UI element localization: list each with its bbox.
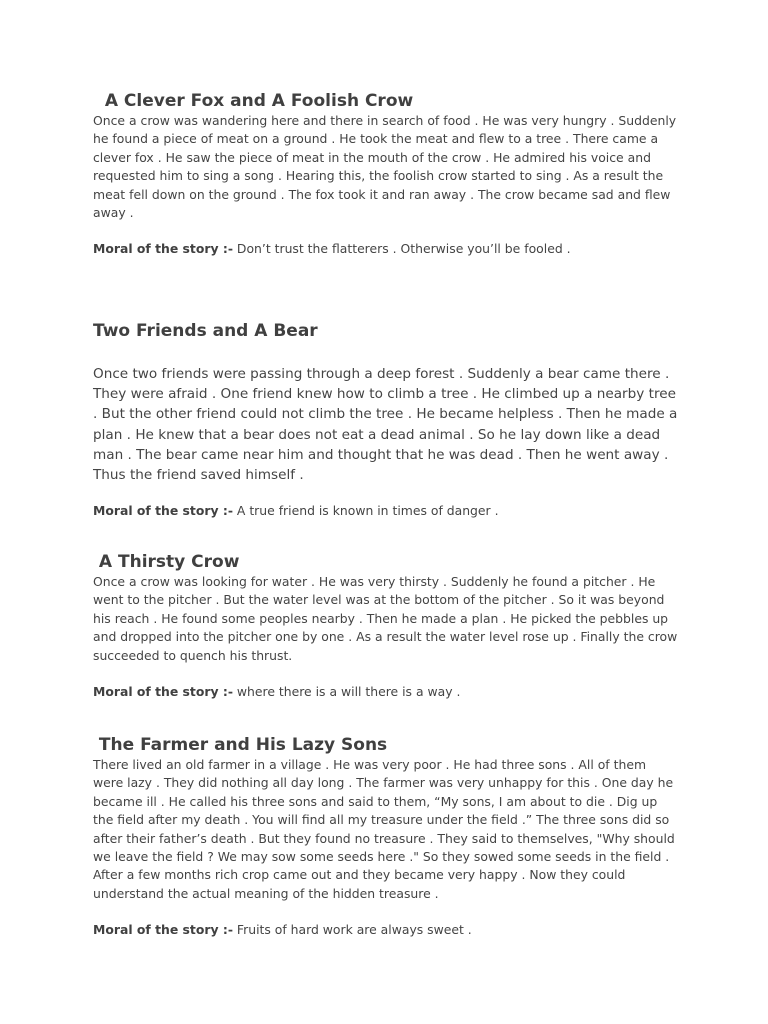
story-farmer-lazy-sons bbox=[93, 734, 680, 939]
moral-text: A true friend is known in times of danger . bbox=[232, 503, 499, 519]
moral-label: Moral of the story :- bbox=[93, 684, 233, 700]
story-two-friends bbox=[93, 320, 680, 520]
story-title: A Thirsty Crow bbox=[93, 552, 240, 572]
story-moral bbox=[93, 502, 680, 520]
story-body: There lived an old farmer in a village . He was very poor . He had three sons . All of them were lazy . They did nothing all day long . The farmer was very unhappy for this . One day he became ill . He called his three sons and said to them, “My sons, I am about to die . Dig up the field after my death . You will find all my treasure under the field .” The three sons did so after their father’s death . But they found no treasure . They said to themselves, "Why should we leave the field ? We may sow some seeds here ." So they sowed some seeds in the field . After a few months rich crop came out and they became very happy . Now they could understand the actual meaning of the hidden treasure . bbox=[93, 757, 675, 901]
story-moral bbox=[93, 240, 680, 258]
moral-label: Moral of the story :- bbox=[93, 241, 233, 257]
story-clever-fox bbox=[93, 90, 680, 258]
story-title: A Clever Fox and A Foolish Crow bbox=[93, 91, 414, 111]
moral-text: Fruits of hard work are always sweet . bbox=[232, 922, 472, 938]
story-moral bbox=[93, 921, 680, 939]
moral-label: Moral of the story :- bbox=[93, 503, 233, 519]
story-thirsty-crow bbox=[93, 551, 680, 701]
moral-label: Moral of the story :- bbox=[93, 922, 233, 938]
story-title: The Farmer and His Lazy Sons bbox=[93, 735, 388, 755]
story-moral bbox=[93, 683, 680, 701]
story-body: Once two friends were passing through a deep forest . Suddenly a bear came there . They were afraid . One friend knew how to climb a tree . He climbed up a nearby tree . But the other friend could not climb the tree . He became helpless . Then he made a plan . He knew that a bear does not eat a dead animal . So he lay down like a dead man . The bear came near him and thought that he was dead . Then he went away . Thus the friend saved himself . bbox=[93, 366, 678, 484]
moral-text: where there is a will there is a way . bbox=[232, 684, 461, 700]
story-title: Two Friends and A Bear bbox=[93, 321, 318, 341]
moral-text: Don’t trust the flatterers . Otherwise you’ll be fooled . bbox=[232, 241, 571, 257]
story-body: Once a crow was looking for water . He was very thirsty . Suddenly he found a pitcher . He went to the pitcher . But the water level was at the bottom of the pitcher . So it was beyond his reach . He found some peoples nearby . Then he made a plan . He picked the pebbles up and dropped into the pitcher one by one . As a result the water level rose up . Finally the crow succeeded to quench his thrust. bbox=[93, 574, 678, 663]
story-body: Once a crow was wandering here and there in search of food . He was very hungry . Suddenly he found a piece of meat on a ground . He took the meat and flew to a tree . There came a clever fox . He saw the piece of meat in the mouth of the crow . He admired his voice and requested him to sing a song . Hearing this, the foolish crow started to sing . As a result the meat fell down on the ground . The fox took it and ran away . The crow became sad and flew away . bbox=[93, 113, 677, 221]
